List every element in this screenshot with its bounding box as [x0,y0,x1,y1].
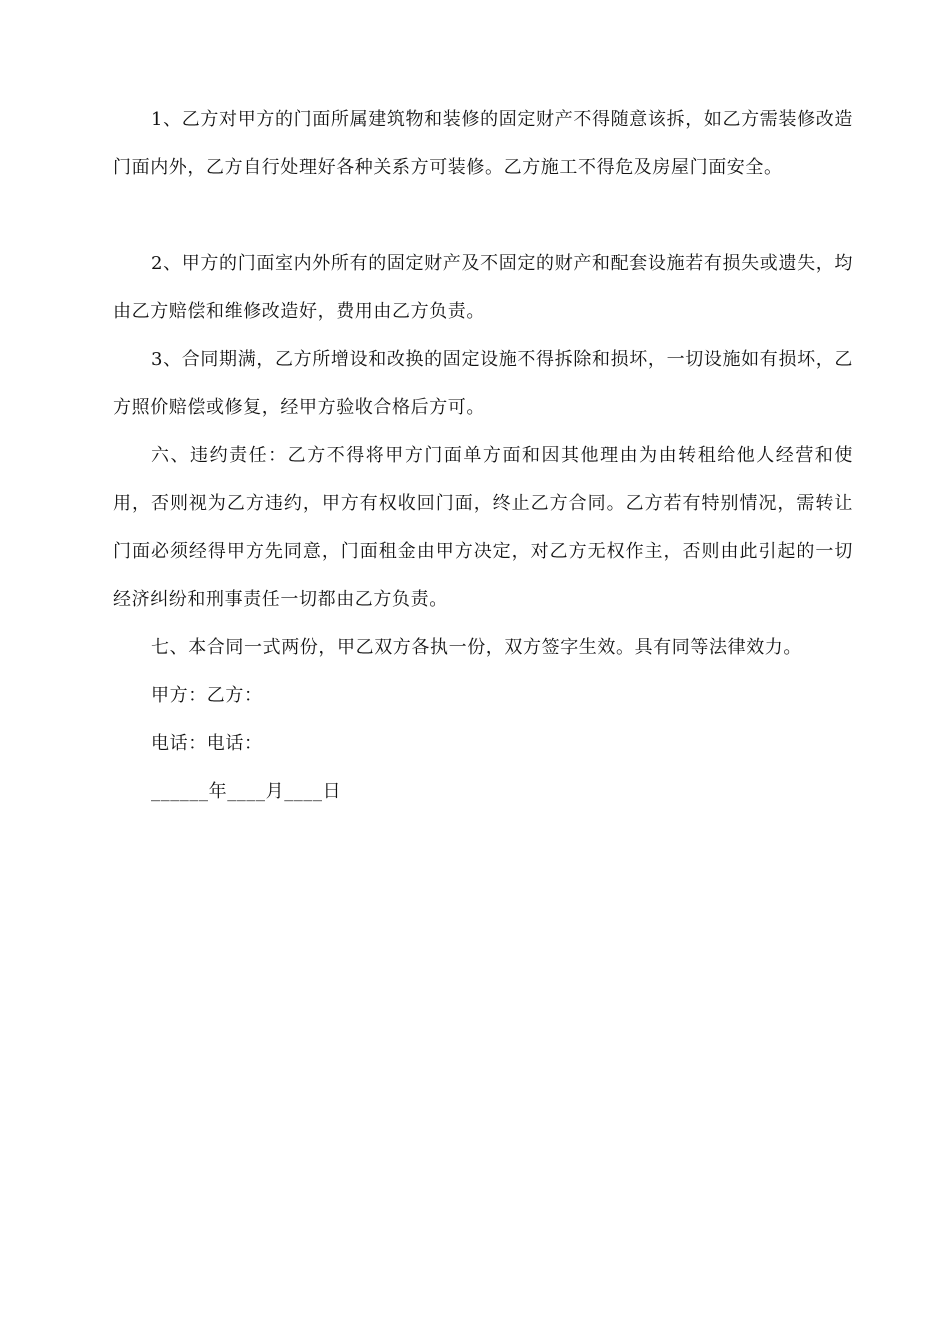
clause-paragraph-1: 1、乙方对甲方的门面所属建筑物和装修的固定财产不得随意该拆，如乙方需装修改造门面内外，乙方自行处理好各种关系方可装修。乙方施工不得危及房屋门面安全。 [113,109,853,178]
signature-date-line: ______年____月____日 [151,781,342,802]
signature-parties-line: 甲方：乙方： [151,685,263,706]
clause-paragraph-2: 2、甲方的门面室内外所有的固定财产及不固定的财产和配套设施若有损失或遗失，均由乙方赔偿和维修改造好，费用由乙方负责。 [113,253,853,322]
paragraph-gap [113,192,853,240]
clause-paragraph-3: 3、合同期满，乙方所增设和改换的固定设施不得拆除和损坏，一切设施如有损坏，乙方照价赔偿或修复，经甲方验收合格后方可。 [113,349,853,418]
contract-copies-paragraph: 七、本合同一式两份，甲乙双方各执一份，双方签字生效。具有同等法律效力。 [151,637,802,658]
breach-liability-paragraph: 六、违约责任：乙方不得将甲方门面单方面和因其他理由为由转租给他人经营和使用，否则视为乙方违约，甲方有权收回门面，终止乙方合同。乙方若有特别情况，需转让门面必须经得甲方先同意，门面租金由甲方决定，对乙方无权作主，否则由此引起的一切经济纠纷和刑事责任一切都由乙方负责。 [113,445,853,610]
signature-phones-line: 电话：电话： [151,733,263,754]
contract-body [113,96,853,816]
